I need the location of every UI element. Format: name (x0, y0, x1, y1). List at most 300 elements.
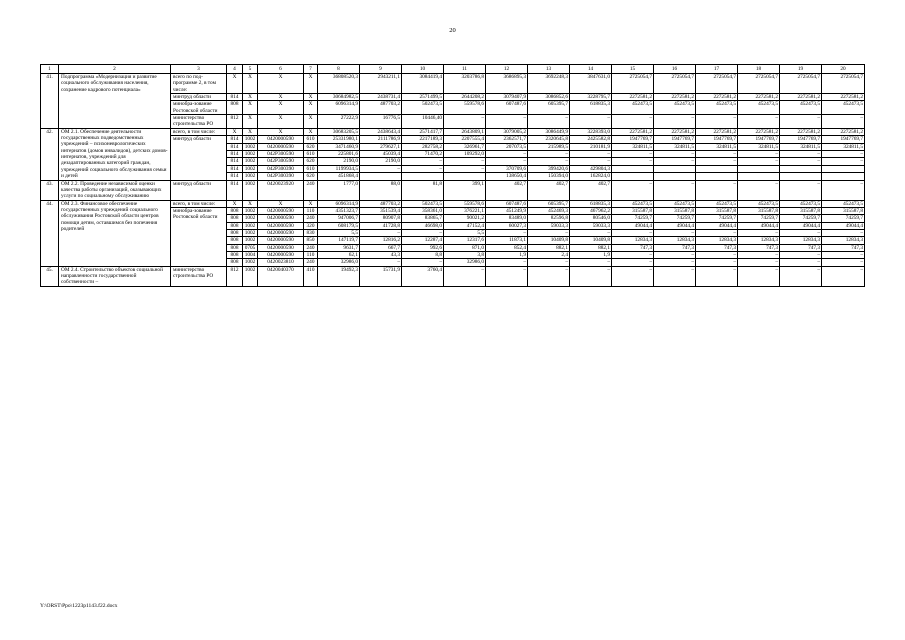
amount-cell: 452473,5 (696, 101, 738, 115)
amount-cell: 2571417,7 (402, 128, 444, 135)
code-cell: X (304, 94, 318, 101)
amount-cell: 747,3 (738, 244, 780, 251)
code-cell: 1002 (243, 229, 258, 236)
amount-cell: 2644208,2 (444, 94, 486, 101)
amount-cell: 324811,5 (822, 143, 865, 150)
amount-cell: – (738, 229, 780, 236)
amount-cell: 2272581,2 (696, 94, 738, 101)
amount-cell: – (696, 266, 738, 286)
code-cell: X (243, 94, 258, 101)
amount-cell: – (528, 259, 570, 266)
amount-cell: – (528, 115, 570, 129)
code-cell: 620 (304, 158, 318, 165)
amount-cell: – (696, 259, 738, 266)
amount-cell: 210181,9 (570, 143, 612, 150)
table-body (41, 65, 865, 287)
amount-cell: 2643809,1 (444, 128, 486, 135)
amount-cell: 80546,0 (570, 215, 612, 222)
table-row (41, 266, 865, 286)
amount-cell: 399420,6 (528, 165, 570, 172)
amount-cell: 3079407,9 (486, 94, 528, 101)
amount-cell: 88,0 (360, 180, 402, 200)
amount-cell: 315587,8 (612, 207, 654, 214)
amount-cell: 62,1 (318, 251, 360, 258)
code-cell: 808 (227, 237, 243, 244)
code-cell: 0705 (243, 244, 258, 251)
amount-cell: – (696, 115, 738, 129)
code-cell: X (258, 128, 304, 135)
amount-cell: 608179,5 (318, 222, 360, 229)
amount-cell: 279627,1 (360, 143, 402, 150)
amount-cell (738, 173, 780, 180)
amount-cell: 74259,7 (822, 215, 865, 222)
row-number: 41. (41, 74, 59, 129)
code-cell: 320 (304, 222, 318, 229)
code-cell: 1002 (243, 151, 258, 158)
amount-cell: 3086852,6 (528, 94, 570, 101)
amount-cell: 1947769,7 (738, 136, 780, 144)
amount-cell: 3692248,3 (528, 74, 570, 94)
amount-cell: 2725054,7 (654, 74, 696, 94)
code-cell: 1002 (243, 215, 258, 222)
amount-cell: – (612, 158, 654, 165)
code-cell: X (227, 128, 243, 135)
code-cell: 830 (304, 229, 318, 236)
amount-cell (360, 173, 402, 180)
amount-cell: 15731,9 (360, 266, 402, 286)
amount-cell: 12834,3 (654, 237, 696, 244)
code-cell: X (258, 101, 304, 115)
amount-cell: 19492,3 (318, 266, 360, 286)
code-cell: 042P300590 (258, 158, 304, 165)
amount-cell: – (402, 259, 444, 266)
amount-cell (612, 173, 654, 180)
amount-cell: 90021,2 (444, 215, 486, 222)
code-cell: 808 (227, 101, 243, 115)
amount-cell: 487703,2 (360, 200, 402, 207)
budget-table (40, 64, 865, 287)
page-number: 20 (449, 27, 456, 34)
code-cell: 0420000590 (258, 222, 304, 229)
executor-cell: минтруд области (171, 94, 227, 101)
amount-cell: 2725054,7 (612, 74, 654, 94)
code-cell: 610 (304, 136, 318, 144)
amount-cell: 81,8 (402, 180, 444, 200)
amount-cell: 487703,2 (360, 101, 402, 115)
header-cell: 7 (304, 65, 318, 74)
amount-cell: – (822, 259, 865, 266)
amount-cell: 747,3 (780, 244, 822, 251)
amount-cell: 150394,0 (528, 173, 570, 180)
amount-cell (654, 173, 696, 180)
code-cell: 0420023920 (258, 180, 304, 200)
amount-cell (696, 173, 738, 180)
amount-cell: 402,7 (570, 180, 612, 200)
amount-cell: 2,4 (528, 251, 570, 258)
amount-cell: – (528, 151, 570, 158)
amount-cell: 74259,7 (738, 215, 780, 222)
code-cell: X (243, 115, 258, 129)
executor-cell: министерство строительства РО (171, 266, 227, 286)
amount-cell (696, 165, 738, 172)
amount-cell: 30684982,5 (318, 94, 360, 101)
amount-cell: 882,1 (528, 244, 570, 251)
amount-cell: – (360, 165, 402, 172)
amount-cell: 5,5 (318, 229, 360, 236)
amount-cell: 46698,0 (402, 222, 444, 229)
amount-cell: – (444, 115, 486, 129)
amount-cell: 607487,6 (486, 200, 528, 207)
amount-cell: – (738, 115, 780, 129)
amount-cell: 2725054,7 (822, 74, 865, 94)
header-cell: 13 (528, 65, 570, 74)
header-cell: 2 (59, 65, 171, 74)
amount-cell: – (570, 151, 612, 158)
amount-cell: 502473,5 (402, 200, 444, 207)
amount-cell: 6096314,9 (318, 200, 360, 207)
amount-cell: 80907,8 (360, 215, 402, 222)
header-cell: 9 (360, 65, 402, 74)
amount-cell: 32986,0 (444, 259, 486, 266)
header-cell: 10 (402, 65, 444, 74)
amount-cell: 747,3 (696, 244, 738, 251)
amount-cell: 370709,6 (486, 165, 528, 172)
amount-cell: – (696, 158, 738, 165)
amount-cell: – (738, 251, 780, 258)
amount-cell: – (570, 266, 612, 286)
code-cell: 814 (227, 158, 243, 165)
amount-cell: 12834,3 (612, 237, 654, 244)
code-cell: 240 (304, 259, 318, 266)
header-cell: 1 (41, 65, 59, 74)
amount-cell: 1,9 (570, 251, 612, 258)
amount-cell: 12834,3 (738, 237, 780, 244)
amount-cell: 2272581,2 (654, 94, 696, 101)
code-cell: 814 (227, 180, 243, 200)
amount-cell: – (444, 165, 486, 172)
code-cell: 0420000590 (258, 207, 304, 214)
amount-cell: 3686895,3 (486, 74, 528, 94)
amount-cell: – (612, 259, 654, 266)
amount-cell: 1,9 (486, 251, 528, 258)
amount-cell: 12287,4 (402, 237, 444, 244)
code-cell: 0420000590 (258, 136, 304, 144)
code-cell: 808 (227, 215, 243, 222)
executor-cell: всего по под-программе 2, в том числе: (171, 74, 227, 94)
executor-cell: минобра-зование Ростовской области (171, 101, 227, 115)
amount-cell: – (360, 259, 402, 266)
amount-cell: 452473,5 (822, 101, 865, 115)
amount-cell: 451249,9 (486, 207, 528, 214)
amount-cell: 324811,5 (654, 143, 696, 150)
amount-cell: – (738, 151, 780, 158)
code-cell: 110 (304, 207, 318, 214)
amount-cell (822, 165, 865, 172)
amount-cell: 402,7 (486, 180, 528, 200)
code-cell: 110 (304, 251, 318, 258)
amount-cell: – (822, 229, 865, 236)
amount-cell: – (486, 151, 528, 158)
amount-cell: 747,3 (822, 244, 865, 251)
code-cell: X (304, 101, 318, 115)
amount-cell: 351539,4 (360, 207, 402, 214)
header-cell: 19 (780, 65, 822, 74)
amount-cell: – (444, 266, 486, 286)
code-cell: 0420000590 (258, 237, 304, 244)
amount-cell: 11873,1 (486, 237, 528, 244)
header-cell: 20 (822, 65, 865, 74)
amount-cell: 2207555,4 (444, 136, 486, 144)
amount-cell: 207073,5 (486, 143, 528, 150)
executor-cell: всего, в том числе: (171, 200, 227, 207)
amount-cell: 8,8 (402, 251, 444, 258)
amount-cell: 324811,5 (696, 143, 738, 150)
amount-cell: 452473,5 (612, 200, 654, 207)
code-cell: X (227, 200, 243, 207)
row-number: 45. (41, 266, 59, 286)
code-cell: 1004 (243, 251, 258, 258)
amount-cell: 3228393,0 (570, 128, 612, 135)
amount-cell: 215989,5 (528, 143, 570, 150)
code-cell: X (243, 128, 258, 135)
amount-cell: 41728,8 (360, 222, 402, 229)
amount-cell: 747,3 (612, 244, 654, 251)
amount-cell (780, 165, 822, 172)
code-cell: 1002 (243, 259, 258, 266)
code-cell: 814 (227, 173, 243, 180)
amount-cell: 2272581,2 (738, 128, 780, 135)
row-number: 42. (41, 128, 59, 180)
header-cell: 18 (738, 65, 780, 74)
amount-cell: 2272581,2 (780, 94, 822, 101)
amount-cell: 27222,9 (318, 115, 360, 129)
amount-cell: 12834,3 (780, 237, 822, 244)
code-cell: 042P300390 (258, 165, 304, 172)
amount-cell: 2438731,4 (360, 94, 402, 101)
code-cell: 808 (227, 244, 243, 251)
amount-cell: – (696, 151, 738, 158)
amount-cell: 49044,4 (822, 222, 865, 229)
amount-cell: 2190,0 (360, 158, 402, 165)
amount-cell: – (822, 158, 865, 165)
amount-cell (654, 165, 696, 172)
code-cell: 1002 (243, 173, 258, 180)
code-cell: 0420000590 (258, 251, 304, 258)
amount-cell (612, 165, 654, 172)
amount-cell: 3760,4 (402, 266, 444, 286)
code-cell: 814 (227, 94, 243, 101)
amount-cell: – (528, 229, 570, 236)
amount-cell: 2725054,7 (738, 74, 780, 94)
amount-cell: 59033,3 (528, 222, 570, 229)
amount-cell: 30683205,5 (318, 128, 360, 135)
amount-cell: 10409,8 (528, 237, 570, 244)
amount-cell: – (402, 165, 444, 172)
code-cell: 240 (304, 215, 318, 222)
amount-cell: – (696, 229, 738, 236)
amount-cell: 43,3 (360, 251, 402, 258)
amount-cell: 2725054,7 (780, 74, 822, 94)
amount-cell: 74259,7 (780, 215, 822, 222)
amount-cell: – (612, 115, 654, 129)
code-cell: X (227, 74, 243, 94)
amount-cell: 852,4 (486, 244, 528, 251)
code-cell: 410 (304, 266, 318, 286)
amount-cell: 452473,5 (780, 200, 822, 207)
amount-cell: 4351323,7 (318, 207, 360, 214)
amount-cell: – (780, 151, 822, 158)
amount-cell: 452473,5 (654, 101, 696, 115)
amount-cell (402, 173, 444, 180)
amount-cell: – (654, 259, 696, 266)
header-cell: 11 (444, 65, 486, 74)
amount-cell: – (528, 158, 570, 165)
amount-cell: 3228795,7 (570, 94, 612, 101)
code-cell: 814 (227, 151, 243, 158)
amount-cell: 3203786,8 (444, 74, 486, 94)
amount-cell: 502473,5 (402, 101, 444, 115)
header-cell: 16 (654, 65, 696, 74)
amount-cell: 605395,7 (528, 101, 570, 115)
amount-cell: 2320645,8 (528, 136, 570, 144)
amount-cell: 47152,4 (444, 222, 486, 229)
amount-cell: 3,8 (444, 251, 486, 258)
amount-cell: – (570, 259, 612, 266)
amount-cell: 947006,7 (318, 215, 360, 222)
footer-path: Y:\ORST\Ppo\1223p1143.f22.docx (40, 603, 118, 609)
amount-cell: – (780, 180, 822, 200)
amount-cell: 3471460,9 (318, 143, 360, 150)
amount-cell: 10409,8 (570, 237, 612, 244)
amount-cell: 618835,3 (570, 101, 612, 115)
code-cell: 1002 (243, 266, 258, 286)
amount-cell: 1947769,7 (822, 136, 865, 144)
table-row (41, 128, 865, 135)
amount-cell: 326961,7 (444, 143, 486, 150)
amount-cell: 16776,5 (360, 115, 402, 129)
amount-cell: 9631,7 (318, 244, 360, 251)
amount-cell: 452473,5 (738, 200, 780, 207)
amount-cell: 49044,4 (654, 222, 696, 229)
amount-cell: 452473,5 (738, 101, 780, 115)
code-cell: X (258, 74, 304, 94)
amount-cell: 45039,4 (360, 151, 402, 158)
amount-cell: 1947769,7 (654, 136, 696, 144)
amount-cell: 36808520,3 (318, 74, 360, 94)
amount-cell: – (654, 251, 696, 258)
amount-cell: 882,1 (570, 244, 612, 251)
program-name: ОМ 2.1. Обеспечение деятельности государственных подведомственных учреждений – психоневрологических интернатов (домов инвалидов), детских домов-интернатов, учреждений для дезадаптированных категорий граждан, учреждений социального обслуживания семьи и детей (59, 128, 171, 180)
amount-cell: 559578,6 (444, 101, 486, 115)
amount-cell: – (780, 251, 822, 258)
amount-cell: 5,5 (444, 229, 486, 236)
amount-cell: – (486, 229, 528, 236)
amount-cell: 25331980,1 (318, 136, 360, 144)
amount-cell: 452469,3 (528, 207, 570, 214)
amount-cell: 2272581,2 (612, 94, 654, 101)
amount-cell: 2571499,5 (402, 94, 444, 101)
amount-cell: 1199934,5 (318, 165, 360, 172)
amount-cell: 559578,6 (444, 200, 486, 207)
amount-cell: – (528, 266, 570, 286)
code-cell: 0420000590 (258, 229, 304, 236)
code-cell: 808 (227, 251, 243, 258)
code-cell: 814 (227, 165, 243, 172)
code-cell: 0420000590 (258, 143, 304, 150)
header-cell: 12 (486, 65, 528, 74)
amount-cell: 2272581,2 (654, 128, 696, 135)
amount-cell: – (402, 229, 444, 236)
amount-cell: – (780, 259, 822, 266)
amount-cell: – (654, 158, 696, 165)
executor-cell: минтруд области (171, 180, 227, 200)
amount-cell: 138650,4 (486, 173, 528, 180)
amount-cell: 358361,0 (402, 207, 444, 214)
table-row (41, 180, 865, 200)
code-cell: X (258, 200, 304, 207)
amount-cell: 2190,0 (318, 158, 360, 165)
amount-cell (738, 165, 780, 172)
code-cell: 240 (304, 244, 318, 251)
amount-cell: – (612, 229, 654, 236)
amount-cell: 315587,8 (738, 207, 780, 214)
amount-cell: – (486, 266, 528, 286)
amount-cell: – (654, 180, 696, 200)
amount-cell: 1777,0 (318, 180, 360, 200)
header-cell: 17 (696, 65, 738, 74)
amount-cell: 2217189,3 (402, 136, 444, 144)
amount-cell: 402,7 (528, 180, 570, 200)
amount-cell: – (738, 180, 780, 200)
amount-cell: 2425582,8 (570, 136, 612, 144)
amount-cell: – (360, 229, 402, 236)
amount-cell: – (612, 266, 654, 286)
amount-cell: 1947769,7 (696, 136, 738, 144)
header-row (41, 65, 865, 74)
amount-cell: 12834,3 (822, 237, 865, 244)
program-name: Подпрограмма «Модернизация и развитие социального обслуживания населения, сохранение кадрового потенциала» (59, 74, 171, 129)
code-cell: 812 (227, 115, 243, 129)
amount-cell: 59033,3 (570, 222, 612, 229)
code-cell: X (243, 200, 258, 207)
code-cell: 042P300590 (258, 151, 304, 158)
amount-cell: 83489,0 (486, 215, 528, 222)
amount-cell: 1947769,7 (612, 136, 654, 144)
amount-cell: 747,3 (654, 244, 696, 251)
amount-cell: – (486, 259, 528, 266)
amount-cell: 74259,7 (612, 215, 654, 222)
code-cell: 610 (304, 151, 318, 158)
amount-cell: 49044,4 (738, 222, 780, 229)
executor-cell: всего, в том числе: (171, 128, 227, 135)
amount-cell: – (696, 251, 738, 258)
amount-cell (780, 173, 822, 180)
amount-cell: 315587,8 (654, 207, 696, 214)
amount-cell: – (780, 266, 822, 286)
code-cell: 0420023810 (258, 259, 304, 266)
amount-cell: 605395,7 (528, 200, 570, 207)
amount-cell: 71470,2 (402, 151, 444, 158)
executor-cell: министерство строительства РО (171, 115, 227, 129)
amount-cell: 2272581,2 (822, 128, 865, 135)
code-cell: X (258, 115, 304, 129)
amount-cell: 2272581,2 (738, 94, 780, 101)
header-cell: 15 (612, 65, 654, 74)
amount-cell: 3847631,0 (570, 74, 612, 94)
amount-cell: 399,1 (444, 180, 486, 200)
amount-cell: 1947769,7 (780, 136, 822, 144)
row-number: 44. (41, 200, 59, 266)
